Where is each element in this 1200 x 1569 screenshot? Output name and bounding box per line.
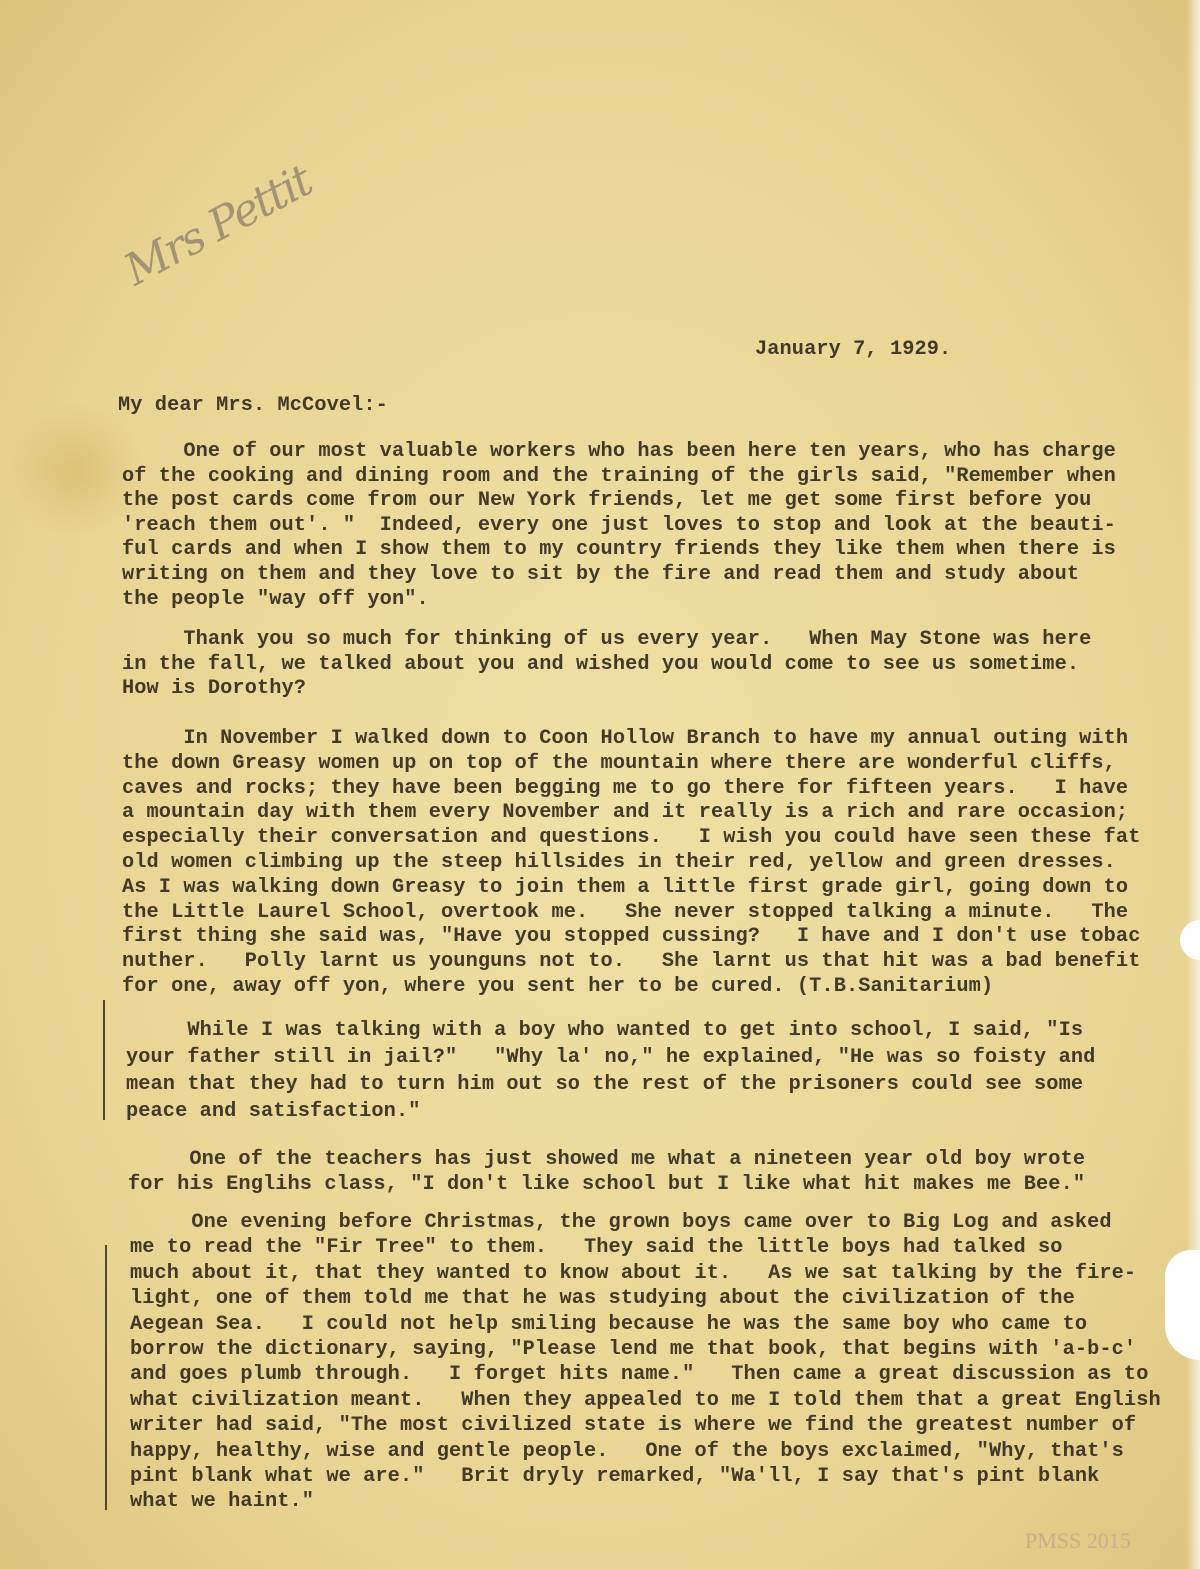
text-line: caves and rocks; they have been begging me to go there for fifteen years. I have <box>122 776 1129 800</box>
text-line: 'reach them out'. " Indeed, every one just loves to stop and look at the beauti- <box>122 513 1116 537</box>
text-line: the people "way off yon". <box>122 587 429 611</box>
text-line: nuther. Polly larnt us younguns not to. She larnt us that hit was a bad benefit <box>122 950 1141 974</box>
margin-mark <box>103 1000 105 1120</box>
paper-tear <box>1180 920 1200 960</box>
text-line: In November I walked down to Coon Hollow Branch to have my annual outing with <box>122 727 1129 750</box>
text-line: especially their conversation and questions. I wish you could have seen these fat <box>122 826 1141 850</box>
text-line: for his Englihs class, "I don't like school but I like what hit makes me Bee." <box>128 1172 1086 1196</box>
text-line: As I was walking down Greasy to join them a little first grade girl, going down to <box>122 875 1129 899</box>
paper-tear <box>1165 1250 1200 1360</box>
letter-date: January 7, 1929. <box>755 338 952 361</box>
text-line: in the fall, we talked about you and wished you would come to see us sometime. <box>122 652 1080 676</box>
text-line: for one, away off yon, where you sent her to be cured. (T.B.Sanitarium) <box>122 974 994 998</box>
text-line: One of our most valuable workers who has been here ten years, who has charge <box>122 440 1116 463</box>
paragraph <box>122 440 1116 612</box>
paragraph <box>128 1148 1085 1197</box>
text-line: One of the teachers has just showed me what a nineteen year old boy wrote <box>128 1148 1086 1171</box>
paragraph <box>122 628 1091 702</box>
text-line: first thing she said was, "Have you stopped cussing? I have and I don't use tobac <box>122 925 1141 949</box>
text-line: your father still in jail?" "Why la' no," he explained, "He was so foisty and <box>126 1046 1096 1069</box>
text-line: Thank you so much for thinking of us every year. When May Stone was here <box>122 628 1092 651</box>
watermark: PMSS 2015 <box>1025 1528 1131 1553</box>
text-line: a mountain day with them every November and it really is a rich and rare occasion; <box>122 801 1129 825</box>
text-line: the Little Laurel School, overtook me. She never stopped talking a minute. The <box>122 900 1129 924</box>
text-line: old women climbing up the steep hillsides in their red, yellow and green dresses. <box>122 850 1116 874</box>
text-line: writer had said, "The most civilized state is where we find the greatest number of <box>130 1414 1137 1438</box>
text-line: the down Greasy women up on top of the mountain where there are wonderful cliffs, <box>122 751 1116 775</box>
text-line: what civilization meant. When they appealed to me I told them that a great English <box>130 1388 1161 1412</box>
text-line: writing on them and they love to sit by the fire and read them and study about <box>122 562 1080 586</box>
text-line: and goes plumb through. I forget hits name." Then came a great discussion as to <box>130 1363 1149 1387</box>
text-line: happy, healthy, wise and gentle people. One of the boys exclaimed, "Why, that's <box>130 1439 1124 1463</box>
text-line: me to read the "Fir Tree" to them. They said the little boys had talked so <box>130 1236 1063 1260</box>
text-line: peace and satisfaction." <box>126 1100 421 1123</box>
text-line: the post cards come from our New York friends, let me get some first before you <box>122 489 1092 513</box>
text-line: light, one of them told me that he was studying about the civilization of the <box>130 1287 1075 1311</box>
text-line: Aegean Sea. I could not help smiling because he was the same boy who came to <box>130 1312 1088 1336</box>
text-line: One evening before Christmas, the grown boys came over to Big Log and asked <box>130 1211 1112 1234</box>
handwritten-annotation: Mrs Pettit <box>116 155 320 296</box>
salutation: My dear Mrs. McCovel:- <box>118 394 388 417</box>
text-line: While I was talking with a boy who wanted to get into school, I said, "Is <box>126 1019 1084 1042</box>
text-line: ful cards and when I show them to my country friends they like them when there is <box>122 538 1116 562</box>
text-line: pint blank what we are." Brit dryly remarked, "Wa'll, I say that's pint blank <box>130 1465 1100 1489</box>
paragraph <box>122 727 1140 1000</box>
text-line: borrow the dictionary, saying, "Please lend me that book, that begins with 'a-b-c' <box>130 1338 1137 1362</box>
paragraph <box>130 1210 1161 1515</box>
text-line: mean that they had to turn him out so the rest of the prisoners could see some <box>126 1073 1084 1096</box>
text-line: what we haint." <box>130 1490 315 1514</box>
text-line: much about it, that they wanted to know about it. As we sat talking by the fire- <box>130 1261 1137 1285</box>
text-line: of the cooking and dining room and the training of the girls said, "Remember when <box>122 464 1116 488</box>
paragraph <box>126 1017 1095 1125</box>
margin-mark <box>105 1245 107 1510</box>
text-line: How is Dorothy? <box>122 677 307 701</box>
